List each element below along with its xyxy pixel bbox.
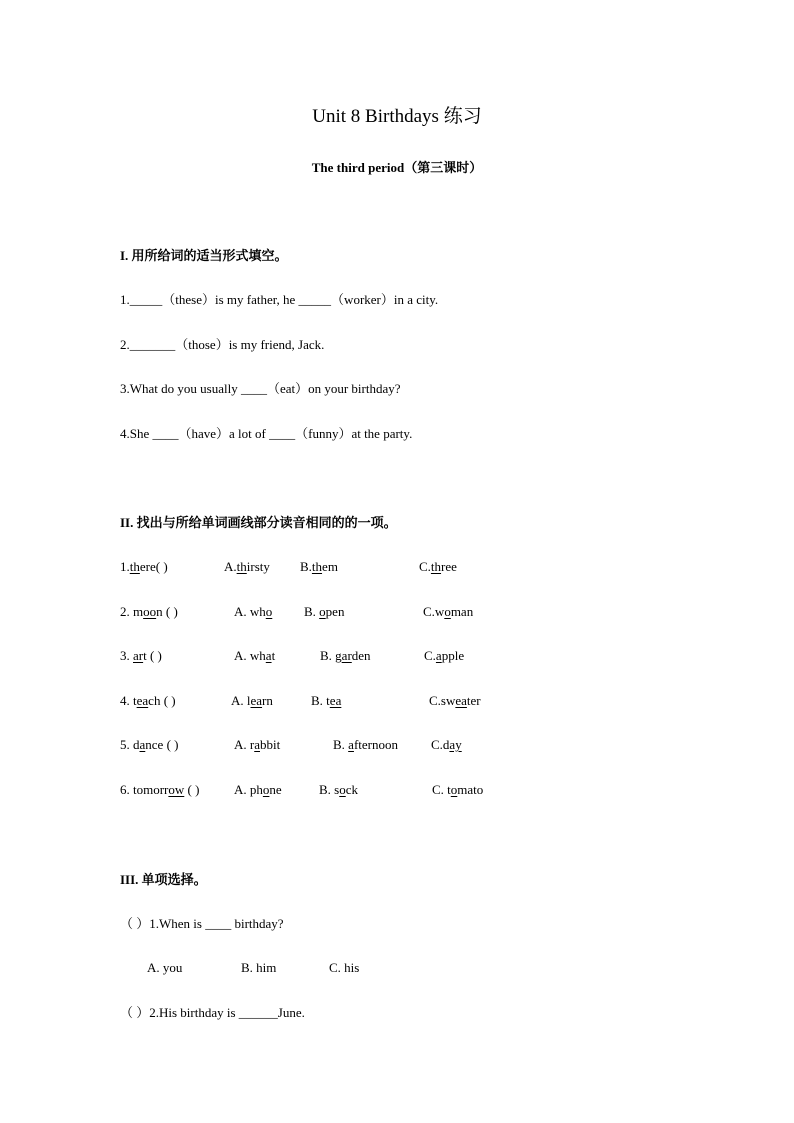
option-c: C.three <box>419 559 457 574</box>
option-c: C. tomato <box>432 782 484 797</box>
section-1-item-1: 1._____（these）is my father, he _____（worker）in a city. <box>120 292 439 307</box>
option-c: C.day <box>431 737 462 752</box>
option-a: A. rabbit <box>234 737 281 752</box>
pronunciation-row <box>0 557 794 577</box>
question-stem: 5. dance ( ) <box>120 737 179 752</box>
section-1-item-3: 3.What do you usually ____（eat）on your birthday? <box>120 381 401 396</box>
option-b: B. open <box>304 604 345 619</box>
option-a: A. you <box>147 960 183 975</box>
option-c: C.sweater <box>429 693 481 708</box>
section-3-heading: III. 单项选择。 <box>120 872 207 887</box>
option-b: B. tea <box>311 693 342 708</box>
question-stem: 6. tomorrow ( ) <box>120 782 200 797</box>
option-c: C.woman <box>423 604 474 619</box>
pronunciation-row <box>0 780 794 800</box>
option-c: C.apple <box>424 648 465 663</box>
option-b: B.them <box>300 559 338 574</box>
section-3-question-1: （ ）1.When is ____ birthday? <box>120 916 284 931</box>
option-a: A. who <box>234 604 273 619</box>
section-3-question-1-options <box>0 958 794 978</box>
option-c: C. his <box>329 960 360 975</box>
option-b: B. him <box>241 960 277 975</box>
section-1-item-4: 4.She ____（have）a lot of ____（funny）at the party. <box>120 426 413 441</box>
pronunciation-row <box>0 646 794 666</box>
pronunciation-row <box>0 691 794 711</box>
section-1-heading: I. 用所给词的适当形式填空。 <box>120 248 288 263</box>
page-title: Unit 8 Birthdays 练习 <box>312 106 482 127</box>
option-b: B. afternoon <box>333 737 398 752</box>
option-a: A. phone <box>234 782 282 797</box>
pronunciation-row <box>0 735 794 755</box>
option-a: A.thirsty <box>224 559 270 574</box>
section-1-item-2: 2._______（those）is my friend, Jack. <box>120 337 325 352</box>
page-subtitle: The third period（第三课时） <box>311 160 483 175</box>
option-b: B. sock <box>319 782 359 797</box>
option-a: A. learn <box>231 693 273 708</box>
question-stem: 4. teach ( ) <box>120 693 176 708</box>
option-a: A. what <box>234 648 276 663</box>
section-2-heading: II. 找出与所给单词画线部分读音相同的的一项。 <box>120 515 397 530</box>
section-3-question-2: （ ）2.His birthday is ______June. <box>120 1005 305 1020</box>
question-stem: 3. art ( ) <box>120 648 162 663</box>
question-stem: 1.there( ) <box>120 559 168 574</box>
option-b: B. garden <box>320 648 371 663</box>
pronunciation-row <box>0 602 794 622</box>
question-stem: 2. moon ( ) <box>120 604 178 619</box>
